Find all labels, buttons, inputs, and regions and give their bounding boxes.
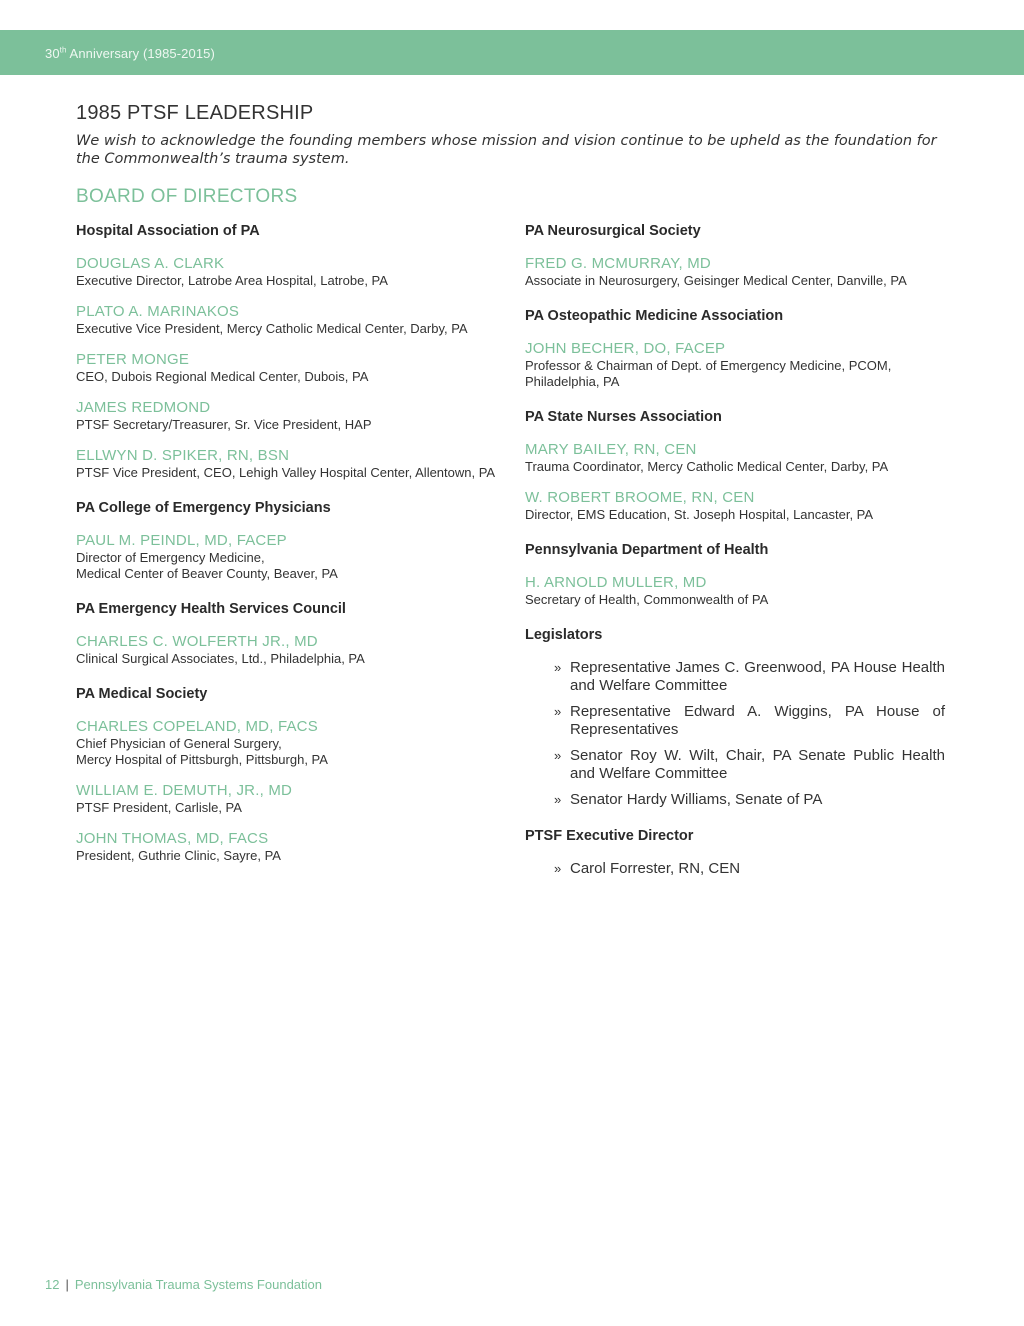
bullet-text: Representative Edward A. Wiggins, PA House of Representatives bbox=[570, 703, 945, 738]
person-entry bbox=[76, 782, 506, 816]
person-name: DOUGLAS A. CLARK bbox=[76, 255, 225, 272]
bullet-item bbox=[554, 747, 945, 783]
person-name: W. ROBERT BROOME, RN, CEN bbox=[525, 489, 755, 506]
person-entry bbox=[525, 255, 945, 289]
org-group bbox=[525, 827, 945, 878]
bullet-glyph: » bbox=[554, 704, 562, 719]
bullet-glyph: » bbox=[554, 792, 562, 807]
person-description: PTSF Secretary/Treasurer, Sr. Vice President, HAP bbox=[76, 417, 372, 432]
banner-title bbox=[45, 46, 215, 61]
org-heading: PA Emergency Health Services Council bbox=[76, 601, 346, 617]
person-name: H. ARNOLD MULLER, MD bbox=[525, 574, 707, 591]
left-column bbox=[76, 222, 506, 882]
bullet-item bbox=[554, 659, 945, 695]
bullet-glyph: » bbox=[554, 660, 562, 675]
bullet-list bbox=[525, 659, 945, 809]
page-title: 1985 PTSF LEADERSHIP bbox=[76, 102, 314, 124]
org-group bbox=[525, 626, 945, 809]
org-heading: PA Osteopathic Medicine Association bbox=[525, 308, 784, 324]
person-entry bbox=[525, 340, 945, 390]
person-name: CHARLES COPELAND, MD, FACS bbox=[76, 718, 318, 735]
person-description: Executive Vice President, Mercy Catholic Medical Center, Darby, PA bbox=[76, 321, 468, 336]
bullet-text: Senator Hardy Williams, Senate of PA bbox=[570, 791, 823, 808]
person-name: CHARLES C. WOLFERTH JR., MD bbox=[76, 633, 318, 650]
banner-ordinal: th bbox=[59, 45, 67, 55]
org-heading: Legislators bbox=[525, 627, 603, 643]
org-group bbox=[525, 222, 945, 289]
person-name: ELLWYN D. SPIKER, RN, BSN bbox=[76, 447, 290, 464]
org-group bbox=[76, 499, 506, 582]
person-description: Professor & Chairman of Dept. of Emergency Medicine, PCOM, bbox=[525, 358, 892, 373]
person-name: WILLIAM E. DEMUTH, JR., MD bbox=[76, 782, 293, 799]
person-name: MARY BAILEY, RN, CEN bbox=[525, 441, 697, 458]
banner-number: 30 bbox=[45, 46, 60, 61]
person-entry bbox=[76, 351, 506, 385]
org-group bbox=[76, 685, 506, 864]
header-banner bbox=[0, 30, 1024, 75]
org-group bbox=[76, 222, 506, 481]
person-name: FRED G. MCMURRAY, MD bbox=[525, 255, 711, 272]
org-group bbox=[76, 600, 506, 667]
org-heading: PTSF Executive Director bbox=[525, 828, 694, 844]
person-description: President, Guthrie Clinic, Sayre, PA bbox=[76, 848, 281, 863]
person-entry bbox=[525, 489, 945, 523]
person-description: Director, EMS Education, St. Joseph Hospital, Lancaster, PA bbox=[525, 507, 874, 522]
person-entry bbox=[76, 399, 506, 433]
bullet-text: Carol Forrester, RN, CEN bbox=[570, 860, 741, 877]
person-name: JOHN BECHER, DO, FACEP bbox=[525, 340, 726, 357]
person-entry bbox=[76, 532, 506, 582]
org-heading: PA State Nurses Association bbox=[525, 409, 722, 425]
right-column bbox=[525, 222, 945, 896]
bullet-text: Representative James C. Greenwood, PA House Health and Welfare Committee bbox=[570, 659, 945, 694]
intro-text: We wish to acknowledge the founding members whose mission and vision continue to be upheld as the foundation for the Commonwealth’s trauma system. bbox=[76, 133, 937, 167]
org-heading: Pennsylvania Department of Health bbox=[525, 542, 769, 558]
person-description: Philadelphia, PA bbox=[525, 374, 620, 389]
org-heading: PA Medical Society bbox=[76, 686, 208, 702]
person-description: PTSF Vice President, CEO, Lehigh Valley Hospital Center, Allentown, PA bbox=[76, 465, 496, 480]
org-group bbox=[525, 541, 945, 608]
bullet-list bbox=[525, 860, 945, 878]
person-description: Executive Director, Latrobe Area Hospital, Latrobe, PA bbox=[76, 273, 388, 288]
person-entry bbox=[525, 574, 945, 608]
person-entry bbox=[76, 303, 506, 337]
person-description: PTSF President, Carlisle, PA bbox=[76, 800, 242, 815]
person-name: JAMES REDMOND bbox=[76, 399, 211, 416]
person-name: PETER MONGE bbox=[76, 351, 190, 368]
bullet-text: Senator Roy W. Wilt, Chair, PA Senate Public Health and Welfare Committee bbox=[570, 747, 945, 782]
person-name: PAUL M. PEINDL, MD, FACEP bbox=[76, 532, 287, 549]
person-entry bbox=[525, 441, 945, 475]
person-description: CEO, Dubois Regional Medical Center, Dubois, PA bbox=[76, 369, 369, 384]
person-description: Secretary of Health, Commonwealth of PA bbox=[525, 592, 769, 607]
org-heading: PA College of Emergency Physicians bbox=[76, 500, 331, 516]
person-entry bbox=[76, 633, 506, 667]
person-description: Medical Center of Beaver County, Beaver, PA bbox=[76, 566, 338, 581]
footer-separator: | bbox=[65, 1277, 69, 1292]
org-group bbox=[525, 408, 945, 523]
person-description: Associate in Neurosurgery, Geisinger Medical Center, Danville, PA bbox=[525, 273, 907, 288]
page-number: 12 bbox=[45, 1277, 60, 1292]
person-description: Clinical Surgical Associates, Ltd., Philadelphia, PA bbox=[76, 651, 365, 666]
org-heading: Hospital Association of PA bbox=[76, 223, 260, 239]
section-title: BOARD OF DIRECTORS bbox=[76, 186, 298, 207]
person-description: Chief Physician of General Surgery, bbox=[76, 736, 282, 751]
page-footer bbox=[45, 1277, 322, 1292]
org-heading: PA Neurosurgical Society bbox=[525, 223, 701, 239]
bullet-item bbox=[554, 791, 945, 809]
bullet-glyph: » bbox=[554, 861, 562, 876]
person-description: Mercy Hospital of Pittsburgh, Pittsburgh, PA bbox=[76, 752, 328, 767]
person-entry bbox=[76, 718, 506, 768]
person-entry bbox=[76, 255, 506, 289]
person-description: Director of Emergency Medicine, bbox=[76, 550, 265, 565]
bullet-item bbox=[554, 703, 945, 739]
footer-org-name: Pennsylvania Trauma Systems Foundation bbox=[74, 1277, 322, 1292]
banner-text: Anniversary (1985-2015) bbox=[69, 46, 215, 61]
person-entry bbox=[76, 830, 506, 864]
person-entry bbox=[76, 447, 506, 481]
bullet-glyph: » bbox=[554, 748, 562, 763]
bullet-item bbox=[554, 860, 945, 878]
person-name: PLATO A. MARINAKOS bbox=[76, 303, 240, 320]
person-name: JOHN THOMAS, MD, FACS bbox=[76, 830, 269, 847]
org-group bbox=[525, 307, 945, 390]
person-description: Trauma Coordinator, Mercy Catholic Medical Center, Darby, PA bbox=[525, 459, 889, 474]
